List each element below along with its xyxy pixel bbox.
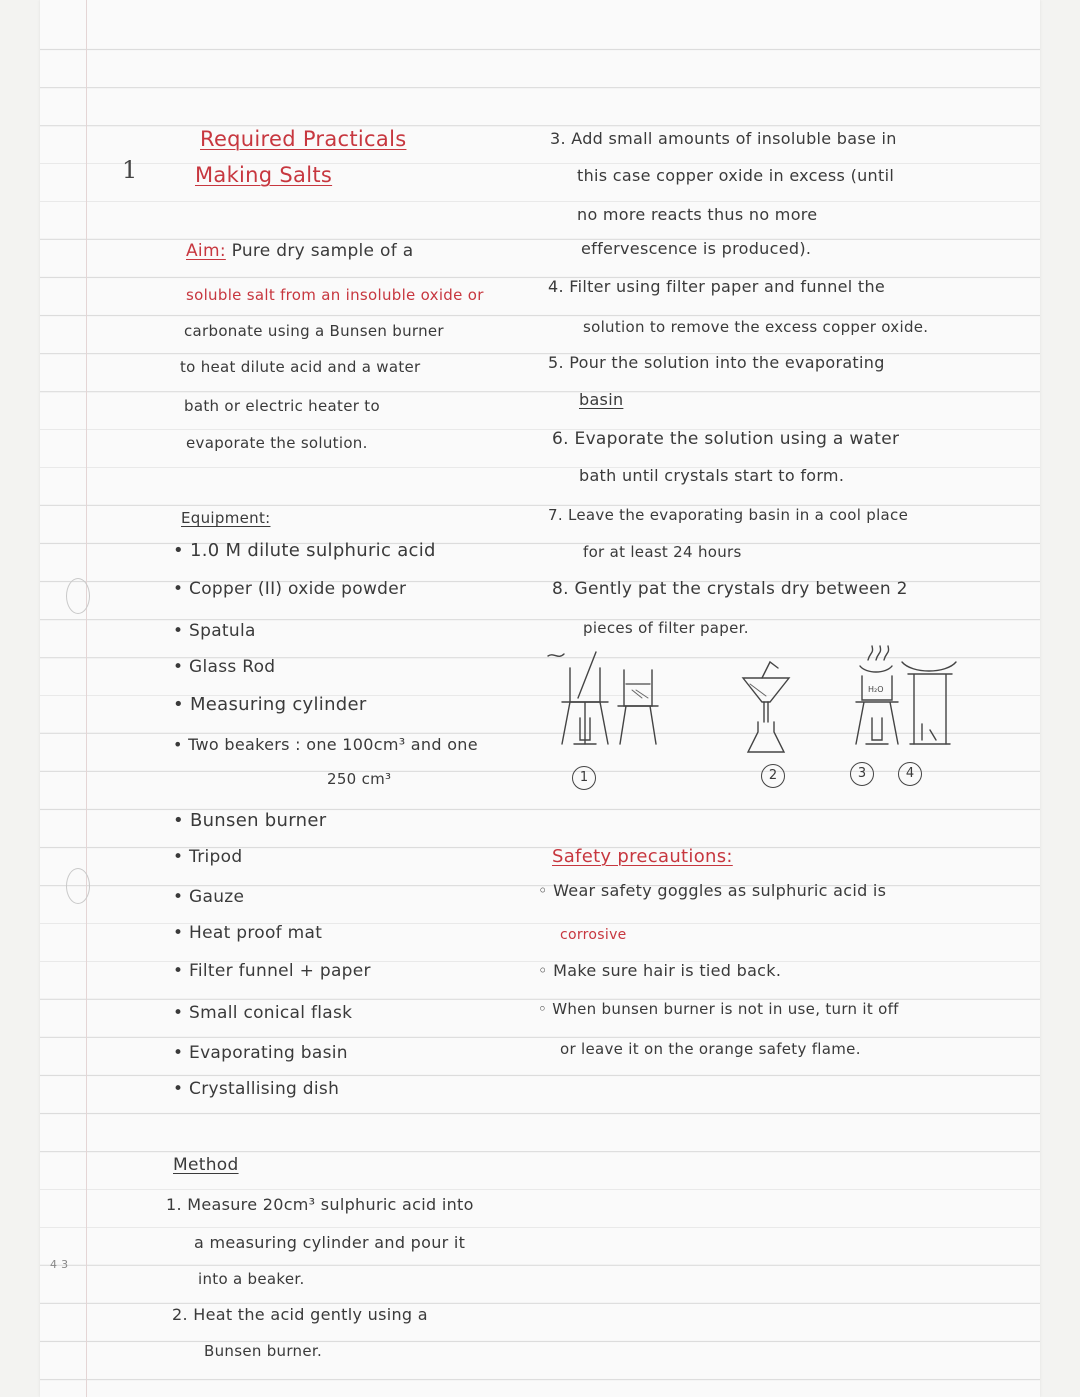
equipment-item: • Gauze (173, 887, 245, 907)
beaker-sketch (570, 668, 600, 702)
notebook-page (40, 0, 1040, 1397)
apparatus-sketch (540, 640, 960, 760)
method-step: 2. Heat the acid gently using a (172, 1305, 428, 1324)
diagram-label-3: 3 (850, 762, 874, 786)
equipment-item: • Bunsen burner (173, 810, 327, 831)
method-step: 5. Pour the solution into the evaporating (548, 353, 885, 372)
method-step: 4. Filter using filter paper and funnel the (548, 277, 886, 296)
binder-hole (66, 578, 90, 614)
water-label: H₂O (868, 685, 884, 694)
evaporating-basin-sketch (860, 666, 892, 672)
method-step: 3. Add small amounts of insoluble base in (550, 129, 897, 148)
conical-flask-sketch (748, 722, 784, 752)
equipment-item-continued: 250 cm³ (327, 770, 392, 788)
safety-item: ◦ Wear safety goggles as sulphuric acid is (538, 881, 887, 900)
method-step: 7. Leave the evaporating basin in a cool place (548, 506, 909, 524)
equipment-item: • Evaporating basin (173, 1043, 348, 1063)
page-title: Required Practicals (200, 127, 407, 151)
method-step: 1. Measure 20cm³ sulphuric acid into (166, 1195, 474, 1214)
aim-line: to heat dilute acid and a water (180, 358, 421, 376)
equipment-item: • Small conical flask (173, 1003, 353, 1023)
aim-line (186, 240, 413, 262)
method-step: solution to remove the excess copper oxide. (583, 318, 929, 336)
equipment-item: • Spatula (173, 621, 256, 641)
method-step: no more reacts thus no more (577, 205, 818, 224)
method-step: basin (579, 390, 624, 409)
safety-item-continued: or leave it on the orange safety flame. (560, 1040, 861, 1058)
aim-line: carbonate using a Bunsen burner (184, 322, 444, 340)
method-heading: Method (173, 1155, 239, 1175)
method-step: 8. Gently pat the crystals dry between 2 (552, 579, 908, 599)
margin-line (86, 0, 87, 1397)
diagram-label-4: 4 (898, 762, 922, 786)
equipment-item: • Measuring cylinder (173, 694, 367, 715)
spatula-sketch (578, 652, 596, 698)
equipment-item: • Copper (II) oxide powder (173, 579, 407, 599)
equipment-item: • Filter funnel + paper (173, 961, 371, 981)
crystallising-dish-sketch (902, 662, 956, 671)
aim-line-text: Pure dry sample of a (231, 241, 414, 261)
aim-line: bath or electric heater to (184, 397, 380, 415)
equipment-item: • Heat proof mat (173, 923, 323, 943)
binder-hole (66, 868, 90, 904)
method-step: bath until crystals start to form. (579, 466, 845, 485)
aim-label: Aim: (186, 241, 226, 261)
method-step: Bunsen burner. (204, 1342, 323, 1360)
equipment-heading: Equipment: (181, 509, 271, 527)
page-number: 1 (122, 156, 138, 184)
equipment-item: • 1.0 M dilute sulphuric acid (173, 540, 436, 561)
equipment-item: • Crystallising dish (173, 1079, 340, 1099)
method-step: pieces of filter paper. (583, 619, 749, 637)
method-step: this case copper oxide in excess (until (577, 166, 895, 185)
page-subtitle: Making Salts (195, 163, 333, 187)
safety-item: ◦ Make sure hair is tied back. (538, 961, 782, 980)
equipment-item: • Glass Rod (173, 657, 276, 677)
method-step: effervescence is produced). (581, 239, 812, 258)
safety-item-continued: corrosive (560, 927, 627, 943)
equipment-item: • Tripod (173, 847, 243, 867)
method-step: into a beaker. (198, 1270, 305, 1288)
method-step: 6. Evaporate the solution using a water (552, 429, 900, 449)
filter-funnel-sketch (743, 678, 789, 702)
diagram-label-1: 1 (572, 766, 596, 790)
method-step: a measuring cylinder and pour it (194, 1233, 466, 1252)
safety-heading: Safety precautions: (552, 846, 733, 867)
aim-line: evaporate the solution. (186, 434, 368, 452)
margin-note: 4 3 (50, 1258, 69, 1271)
aim-line: soluble salt from an insoluble oxide or (186, 286, 484, 304)
equipment-item: • Two beakers : one 100cm³ and one (173, 735, 478, 754)
diagram-label-2: 2 (761, 764, 785, 788)
safety-item: ◦ When bunsen burner is not in use, turn it off (538, 1000, 899, 1018)
method-step: for at least 24 hours (583, 543, 742, 561)
